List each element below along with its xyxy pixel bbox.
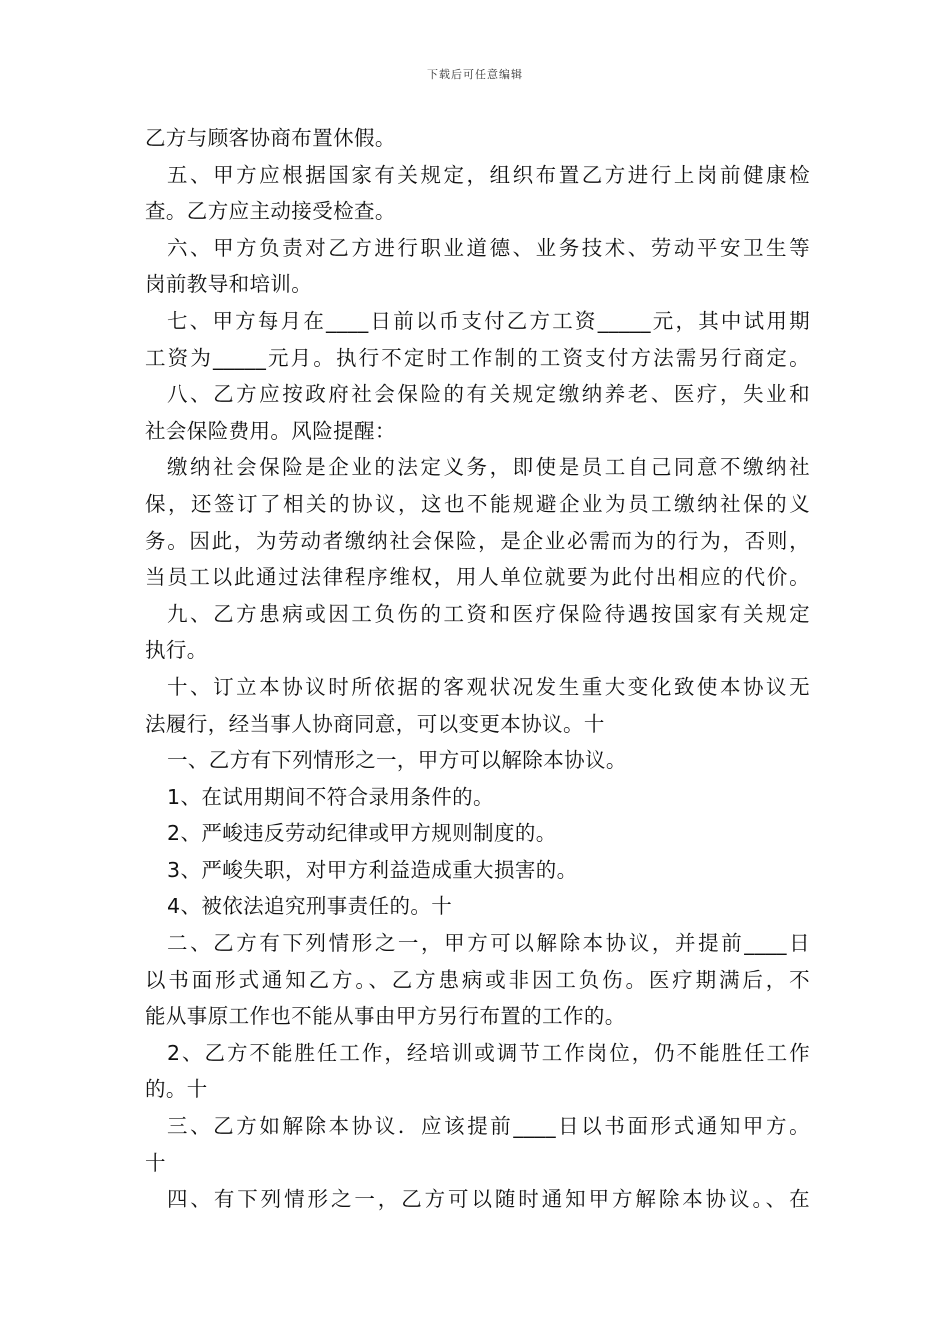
text-line: 社会保险费用。风险提醒： (145, 418, 396, 443)
text-line: 保，还签订了相关的协议，这也不能规避企业为员工缴纳社保的义 (145, 491, 810, 516)
text-line: 的。十 (145, 1077, 208, 1102)
document-body (145, 120, 810, 1218)
text-line: 3、严峻失职，对甲方利益造成重大损害的。 (167, 857, 578, 882)
text-line: 四、有下列情形之一，乙方可以随时通知甲方解除本协议。、在 (167, 1187, 810, 1212)
text-line: 二、乙方有下列情形之一，甲方可以解除本协议，并提前____日 (167, 931, 810, 956)
text-line: 缴纳社会保险是企业的法定义务，即使是员工自己同意不缴纳社 (167, 455, 810, 480)
text-line: 2、严峻违反劳动纪律或甲方规则制度的。 (167, 821, 557, 846)
text-line: 八、乙方应按政府社会保险的有关规定缴纳养老、医疗，失业和 (167, 382, 810, 407)
text-line: 十 (145, 1150, 166, 1175)
text-line: 十、订立本协议时所依据的客观状况发生重大变化致使本协议无 (167, 674, 810, 699)
text-line: 查。乙方应主动接受检查。 (145, 199, 396, 224)
text-line: 九、乙方患病或因工负伤的工资和医疗保险待遇按国家有关规定 (167, 601, 810, 626)
text-line: 以书面形式通知乙方。、乙方患病或非因工负伤。医疗期满后，不 (145, 967, 810, 992)
text-line: 乙方与顾客协商布置休假。 (145, 126, 396, 150)
text-line: 2、乙方不能胜任工作，经培训或调节工作岗位，仍不能胜任工作 (167, 1040, 810, 1065)
text-line: 能从事原工作也不能从事由甲方另行布置的工作的。 (145, 1004, 626, 1029)
text-line: 法履行，经当事人协商同意，可以变更本协议。十 (145, 711, 605, 736)
text-line: 4、被依法追究刑事责任的。十 (167, 894, 453, 919)
text-line: 工资为_____元月。执行不定时工作制的工资支付方法需另行商定。 (145, 345, 810, 370)
text-line: 岗前教导和培训。 (145, 272, 313, 297)
text-line: 七、甲方每月在____日前以币支付乙方工资_____元，其中试用期 (167, 308, 810, 333)
text-line: 六、甲方负责对乙方进行职业道德、业务技术、劳动平安卫生等 (167, 235, 810, 260)
text-line: 当员工以此通过法律程序维权，用人单位就要为此付出相应的代价。 (145, 565, 810, 590)
text-line: 三、乙方如解除本协议．应该提前____日以书面形式通知甲方。 (167, 1114, 810, 1139)
text-line: 务。因此，为劳动者缴纳社会保险，是企业必需而为的行为，否则， (145, 528, 810, 553)
page-header: 下载后可任意编辑 (427, 68, 523, 81)
text-line: 执行。 (145, 638, 208, 663)
text-line: 五、甲方应根据国家有关规定，组织布置乙方进行上岗前健康检 (167, 162, 810, 187)
text-line: 一、乙方有下列情形之一，甲方可以解除本协议。 (167, 748, 627, 773)
text-line: 1、在试用期间不符合录用条件的。 (167, 784, 494, 809)
